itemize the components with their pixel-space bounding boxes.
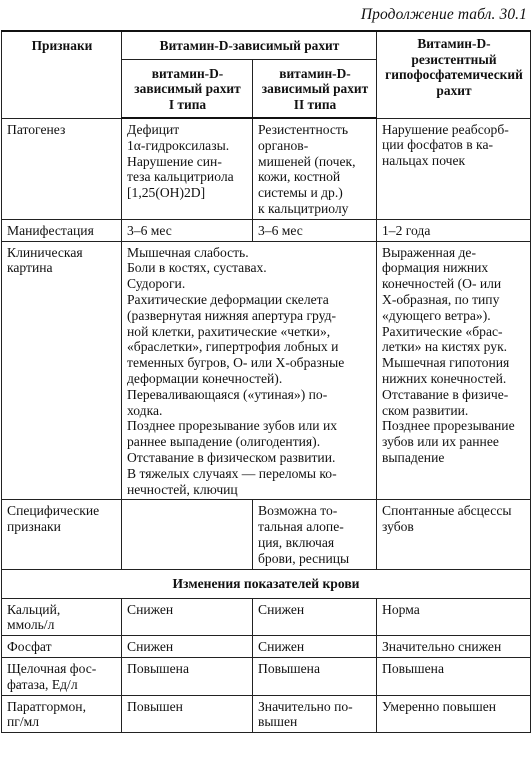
text-line: теменных бугров, О- или Х-образные	[127, 355, 345, 371]
text-line: признаки	[7, 519, 61, 535]
text-line: Отставание в физическом развитии.	[127, 449, 336, 465]
text-line: ском развитии.	[382, 402, 469, 418]
text-line: Специфические	[7, 503, 100, 519]
text-line: гипофосфатемический	[385, 67, 523, 83]
text-line: Кальций,	[7, 601, 61, 617]
text-line: Снижен	[258, 601, 305, 617]
text-line: «дующего ветра»).	[382, 307, 491, 323]
row-pth	[2, 695, 531, 733]
text-line: витамин-D-	[279, 65, 351, 81]
cell-clinical-12	[122, 241, 377, 500]
text-line: 1–2 года	[382, 222, 431, 238]
row-pathogenesis	[2, 118, 531, 219]
text-line: нечностей, ключиц	[127, 481, 238, 497]
text-line: Рахитические «брас-	[382, 323, 503, 339]
cell-alkaline-3	[377, 657, 531, 695]
text-line: Дефицит	[127, 122, 180, 137]
comparison-table	[1, 30, 531, 733]
text-line: I типа	[168, 96, 207, 112]
text-line	[127, 503, 248, 519]
text-line: ной клетки, рахитические «четки»,	[127, 323, 331, 339]
text-line: Умеренно повышен	[382, 698, 497, 714]
text-line: картина	[7, 260, 53, 276]
text-line: Х-образная, по типу	[382, 291, 500, 307]
text-line: Боли в костях, суставах.	[127, 260, 267, 276]
cell-pathogenesis-2	[253, 118, 377, 219]
cell-manifestation-2	[253, 219, 377, 241]
text-line: мишеней (почек,	[258, 153, 356, 169]
cell-pathogenesis-3	[377, 118, 531, 219]
cell-pth-3	[377, 695, 531, 733]
text-line: Снижен	[258, 639, 305, 655]
text-line: Отставание в физиче-	[382, 386, 509, 402]
text-line: Паратгормон,	[7, 698, 86, 714]
text-line: [1,25(OH)2D]	[127, 185, 206, 201]
text-line: Переваливающаяся («утиная») по-	[127, 386, 328, 402]
text-line: нальцах почек	[382, 153, 466, 169]
text-line: зубов	[382, 519, 414, 535]
text-line: Рахитические деформации скелета	[127, 291, 329, 307]
text-line: Витамин-D-	[417, 36, 491, 51]
text-line: деформации конечностей).	[127, 370, 283, 386]
text-line: резистентный	[411, 51, 497, 67]
text-line: Мышечная гипотония	[382, 355, 510, 371]
row-clinical	[2, 241, 531, 500]
cell-pth-1	[122, 695, 253, 733]
text-line: Выраженная де-	[382, 244, 476, 260]
cell-pth-2	[253, 695, 377, 733]
text-line: рахит	[436, 82, 472, 98]
text-line: системы и др.)	[258, 185, 343, 201]
row-blood-section	[2, 569, 531, 598]
text-line: ходка.	[127, 402, 163, 418]
text-line: Нарушение син-	[127, 153, 222, 169]
text-line: зависимый рахит	[134, 81, 241, 97]
text-line: Возможна то-	[258, 503, 338, 519]
text-line: Повышена	[258, 660, 320, 676]
header-vdr1	[122, 60, 253, 119]
cell-manifestation-3	[377, 219, 531, 241]
label-clinical	[2, 241, 122, 500]
text-line: тальная алопе-	[258, 519, 344, 535]
text-line: ции фосфатов в ка-	[382, 137, 494, 153]
text-line: 3–6 мес	[258, 222, 303, 238]
header-vdr: Витамин-D-зависимый рахит	[122, 31, 377, 60]
cell-manifestation-1	[122, 219, 253, 241]
text-line: Щелочная фос-	[7, 660, 97, 676]
text-line: зависимый рахит	[261, 81, 369, 97]
text-line: выпадение	[382, 449, 445, 465]
text-line: витамин-D-	[151, 65, 224, 81]
cell-alkaline-2	[253, 657, 377, 695]
text-line: Клиническая	[7, 244, 83, 260]
row-manifestation	[2, 219, 531, 241]
label-pth	[2, 695, 122, 733]
cell-phosphate-2	[253, 636, 377, 658]
text-line: «браслетки», гипертрофия лобных и	[127, 339, 339, 355]
header-row-1	[2, 31, 531, 60]
text-line: зубов или их раннее	[382, 434, 499, 450]
label-specific	[2, 500, 122, 569]
text-line: формация нижних	[382, 260, 489, 276]
label-pathogenesis	[2, 118, 122, 219]
text-line: II типа	[293, 96, 337, 112]
text-line: Позднее прорезывание	[382, 418, 515, 434]
cell-phosphate-3	[377, 636, 531, 658]
row-specific	[2, 500, 531, 569]
header-signs: Признаки	[2, 31, 122, 118]
cell-calcium-2	[253, 598, 377, 636]
text-line: Позднее прорезывание зубов или их	[127, 418, 338, 434]
text-line: Повышена	[127, 660, 189, 676]
text-line: Повышен	[127, 698, 183, 714]
text-line: теза кальцитриола	[127, 169, 234, 185]
text-line: В тяжелых случаях — переломы ко-	[127, 465, 337, 481]
row-calcium	[2, 598, 531, 636]
text-line: Снижен	[127, 601, 174, 617]
blood-section-title: Изменения показателей крови	[2, 569, 531, 598]
cell-phosphate-1	[122, 636, 253, 658]
text-line: Значительно снижен	[382, 639, 502, 655]
text-line: Патогенез	[7, 121, 66, 137]
text-line: Снижен	[127, 639, 174, 655]
text-line: Резистентность	[258, 122, 349, 137]
text-line: брови, ресницы	[258, 550, 350, 566]
table-caption: Продолжение табл. 30.1	[360, 6, 527, 23]
cell-alkaline-1	[122, 657, 253, 695]
label-alkaline	[2, 657, 122, 695]
text-line: вышен	[258, 714, 298, 730]
text-line: Норма	[382, 601, 420, 617]
text-line: Мышечная слабость.	[127, 244, 249, 260]
text-line: Манифестация	[7, 222, 94, 238]
row-phosphate	[2, 636, 531, 658]
cell-calcium-3	[377, 598, 531, 636]
text-line: ммоль/л	[7, 617, 55, 633]
cell-specific-2	[253, 500, 377, 569]
text-line: Судороги.	[127, 276, 186, 292]
text-line: к кальцитриолу	[258, 200, 349, 216]
cell-calcium-1	[122, 598, 253, 636]
cell-specific-1	[122, 500, 253, 569]
text-line: Спонтанные абсцессы	[382, 503, 512, 519]
label-phosphate	[2, 636, 122, 658]
text-line: органов-	[258, 137, 309, 153]
text-line: раннее выпадение (олигодентия).	[127, 434, 321, 450]
text-line: 1α-гидроксилазы.	[127, 137, 230, 153]
label-manifestation	[2, 219, 122, 241]
label-calcium	[2, 598, 122, 636]
text-line: нижних конечностей.	[382, 370, 507, 386]
text-line: кожи, костной	[258, 169, 341, 185]
text-line: (развернутая нижняя апертура груд-	[127, 307, 337, 323]
cell-clinical-3	[377, 241, 531, 500]
text-line: Нарушение реабсорб-	[382, 121, 509, 137]
text-line: 3–6 мес	[127, 222, 172, 238]
text-line: летки» на кистях рук.	[382, 339, 508, 355]
text-line: Фосфат	[7, 639, 52, 655]
text-line: конечностей (О- или	[382, 276, 502, 292]
text-line: фатаза, Ед/л	[7, 676, 78, 692]
header-vdr2	[253, 60, 377, 119]
row-alkaline	[2, 657, 531, 695]
cell-specific-3	[377, 500, 531, 569]
header-hypo	[377, 31, 531, 118]
text-line: пг/мл	[7, 714, 40, 730]
text-line: Повышена	[382, 660, 444, 676]
cell-pathogenesis-1	[122, 118, 253, 219]
text-line: ция, включая	[258, 534, 335, 550]
text-line: Значительно по-	[258, 698, 353, 714]
